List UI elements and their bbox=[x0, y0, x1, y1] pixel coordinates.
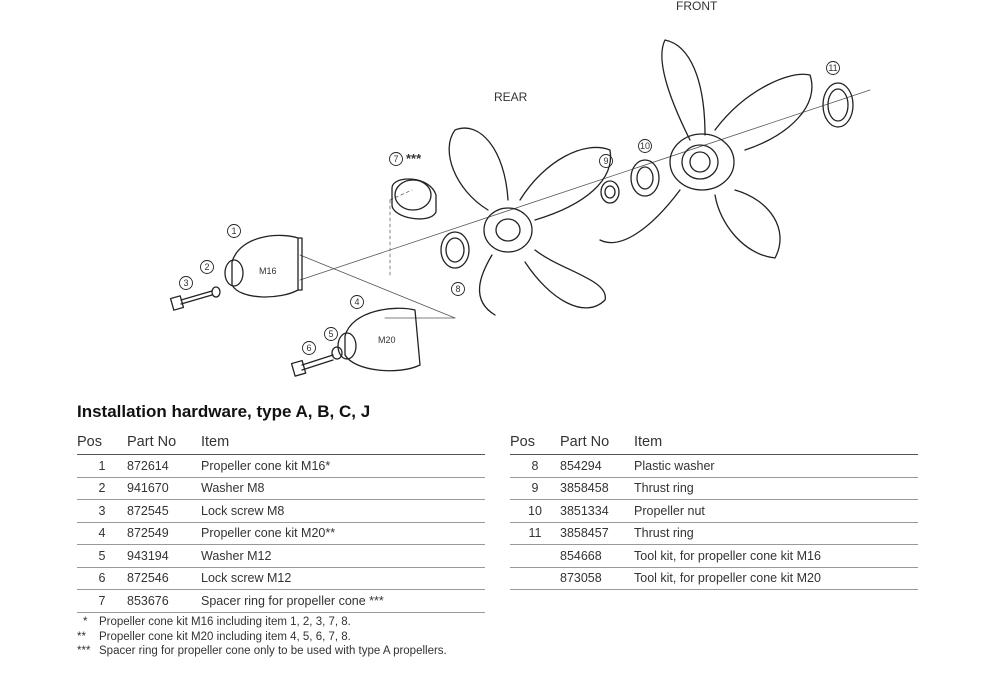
label-rear: REAR bbox=[494, 90, 528, 104]
header-pos: Pos bbox=[77, 432, 127, 455]
cell-pos bbox=[510, 545, 560, 568]
footnote bbox=[77, 615, 447, 630]
cell-part-no: 872549 bbox=[127, 522, 201, 545]
table-row bbox=[510, 522, 918, 545]
cell-item: Spacer ring for propeller cone *** bbox=[201, 590, 485, 613]
parts-table-left bbox=[77, 432, 485, 613]
callout-7-stars: *** bbox=[406, 151, 422, 166]
cell-item: Thrust ring bbox=[634, 477, 918, 500]
cell-pos: 3 bbox=[77, 500, 127, 523]
cell-item: Washer M8 bbox=[201, 477, 485, 500]
cell-part-no: 873058 bbox=[560, 567, 634, 590]
table-row bbox=[77, 545, 485, 568]
footnote-marker: * bbox=[83, 616, 88, 628]
cell-item: Washer M12 bbox=[201, 545, 485, 568]
cone-m20-text: M20 bbox=[378, 335, 396, 345]
cell-pos: 2 bbox=[77, 477, 127, 500]
cell-part-no: 941670 bbox=[127, 477, 201, 500]
cell-part-no: 854294 bbox=[560, 455, 634, 478]
callout-7: 7 bbox=[393, 154, 399, 164]
rear-propeller-drawing bbox=[449, 128, 610, 315]
cell-item: Propeller nut bbox=[634, 500, 918, 523]
footnote bbox=[77, 630, 447, 645]
callout-11: 11 bbox=[828, 63, 838, 73]
footnote-marker: ** bbox=[77, 630, 86, 643]
cell-pos bbox=[510, 567, 560, 590]
cell-item: Lock screw M8 bbox=[201, 500, 485, 523]
table-row bbox=[510, 567, 918, 590]
part-2-washer-drawing bbox=[212, 287, 220, 297]
cell-item: Tool kit, for propeller cone kit M20 bbox=[634, 567, 918, 590]
part-5-washer-drawing bbox=[332, 347, 342, 359]
header-item: Item bbox=[634, 432, 918, 455]
callout-9: 9 bbox=[603, 156, 609, 166]
header-part-no: Part No bbox=[127, 432, 201, 455]
part-7-spacer-ring-drawing bbox=[392, 179, 436, 219]
cell-pos: 9 bbox=[510, 477, 560, 500]
label-front: FRONT bbox=[676, 0, 718, 13]
table-row bbox=[77, 455, 485, 478]
header-pos: Pos bbox=[510, 432, 560, 455]
callout-1: 1 bbox=[231, 226, 237, 236]
footnotes bbox=[77, 615, 447, 659]
table-row bbox=[510, 545, 918, 568]
callout-10: 10 bbox=[639, 141, 651, 151]
cell-item: Propeller cone kit M20** bbox=[201, 522, 485, 545]
cell-part-no: 943194 bbox=[127, 545, 201, 568]
cell-pos: 4 bbox=[77, 522, 127, 545]
footnote bbox=[77, 644, 447, 659]
part-6-lock-screw-drawing bbox=[292, 355, 333, 376]
footnote-text: Spacer ring for propeller cone only to be used with type A propellers. bbox=[99, 645, 447, 657]
cell-part-no: 3858458 bbox=[560, 477, 634, 500]
cell-pos: 6 bbox=[77, 567, 127, 590]
cell-part-no: 853676 bbox=[127, 590, 201, 613]
table-header-row bbox=[77, 432, 485, 455]
footnote-marker: *** bbox=[77, 645, 91, 657]
cell-pos: 5 bbox=[77, 545, 127, 568]
callout-4: 4 bbox=[354, 297, 360, 307]
table-row bbox=[510, 500, 918, 523]
table-row bbox=[77, 500, 485, 523]
cell-pos: 10 bbox=[510, 500, 560, 523]
parts-table-right bbox=[510, 432, 918, 590]
callout-3: 3 bbox=[183, 278, 189, 288]
footnote-text: Propeller cone kit M20 including item 4, 5, 6, 7, 8. bbox=[99, 630, 351, 643]
cell-pos: 8 bbox=[510, 455, 560, 478]
header-item: Item bbox=[201, 432, 485, 455]
cell-part-no: 872545 bbox=[127, 500, 201, 523]
table-row bbox=[77, 590, 485, 613]
callout-2: 2 bbox=[204, 262, 210, 272]
table-header-row bbox=[510, 432, 918, 455]
table-row bbox=[77, 477, 485, 500]
cone-m16-text: M16 bbox=[259, 266, 277, 276]
part-11-thrust-ring-drawing bbox=[823, 83, 853, 127]
part-9-thrust-ring-drawing bbox=[601, 181, 619, 203]
front-propeller-drawing bbox=[600, 40, 812, 258]
callout-6: 6 bbox=[306, 343, 312, 353]
cell-part-no: 872614 bbox=[127, 455, 201, 478]
table-row bbox=[510, 455, 918, 478]
cell-part-no: 3851334 bbox=[560, 500, 634, 523]
callout-8: 8 bbox=[455, 284, 461, 294]
header-part-no: Part No bbox=[560, 432, 634, 455]
cell-part-no: 3858457 bbox=[560, 522, 634, 545]
footnote-text: Propeller cone kit M16 including item 1, 2, 3, 7, 8. bbox=[99, 616, 351, 628]
cell-item: Plastic washer bbox=[634, 455, 918, 478]
callout-5: 5 bbox=[328, 329, 334, 339]
cell-part-no: 854668 bbox=[560, 545, 634, 568]
part-3-lock-screw-drawing bbox=[171, 291, 212, 310]
table-row bbox=[510, 477, 918, 500]
section-title: Installation hardware, type A, B, C, J bbox=[77, 402, 371, 421]
table-row bbox=[77, 567, 485, 590]
cell-pos: 7 bbox=[77, 590, 127, 613]
cell-item: Tool kit, for propeller cone kit M16 bbox=[634, 545, 918, 568]
cell-item: Lock screw M12 bbox=[201, 567, 485, 590]
cell-item: Propeller cone kit M16* bbox=[201, 455, 485, 478]
cell-pos: 1 bbox=[77, 455, 127, 478]
cell-part-no: 872546 bbox=[127, 567, 201, 590]
part-8-plastic-washer-drawing bbox=[441, 232, 469, 268]
cell-item: Thrust ring bbox=[634, 522, 918, 545]
table-row bbox=[77, 522, 485, 545]
cell-pos: 11 bbox=[510, 522, 560, 545]
